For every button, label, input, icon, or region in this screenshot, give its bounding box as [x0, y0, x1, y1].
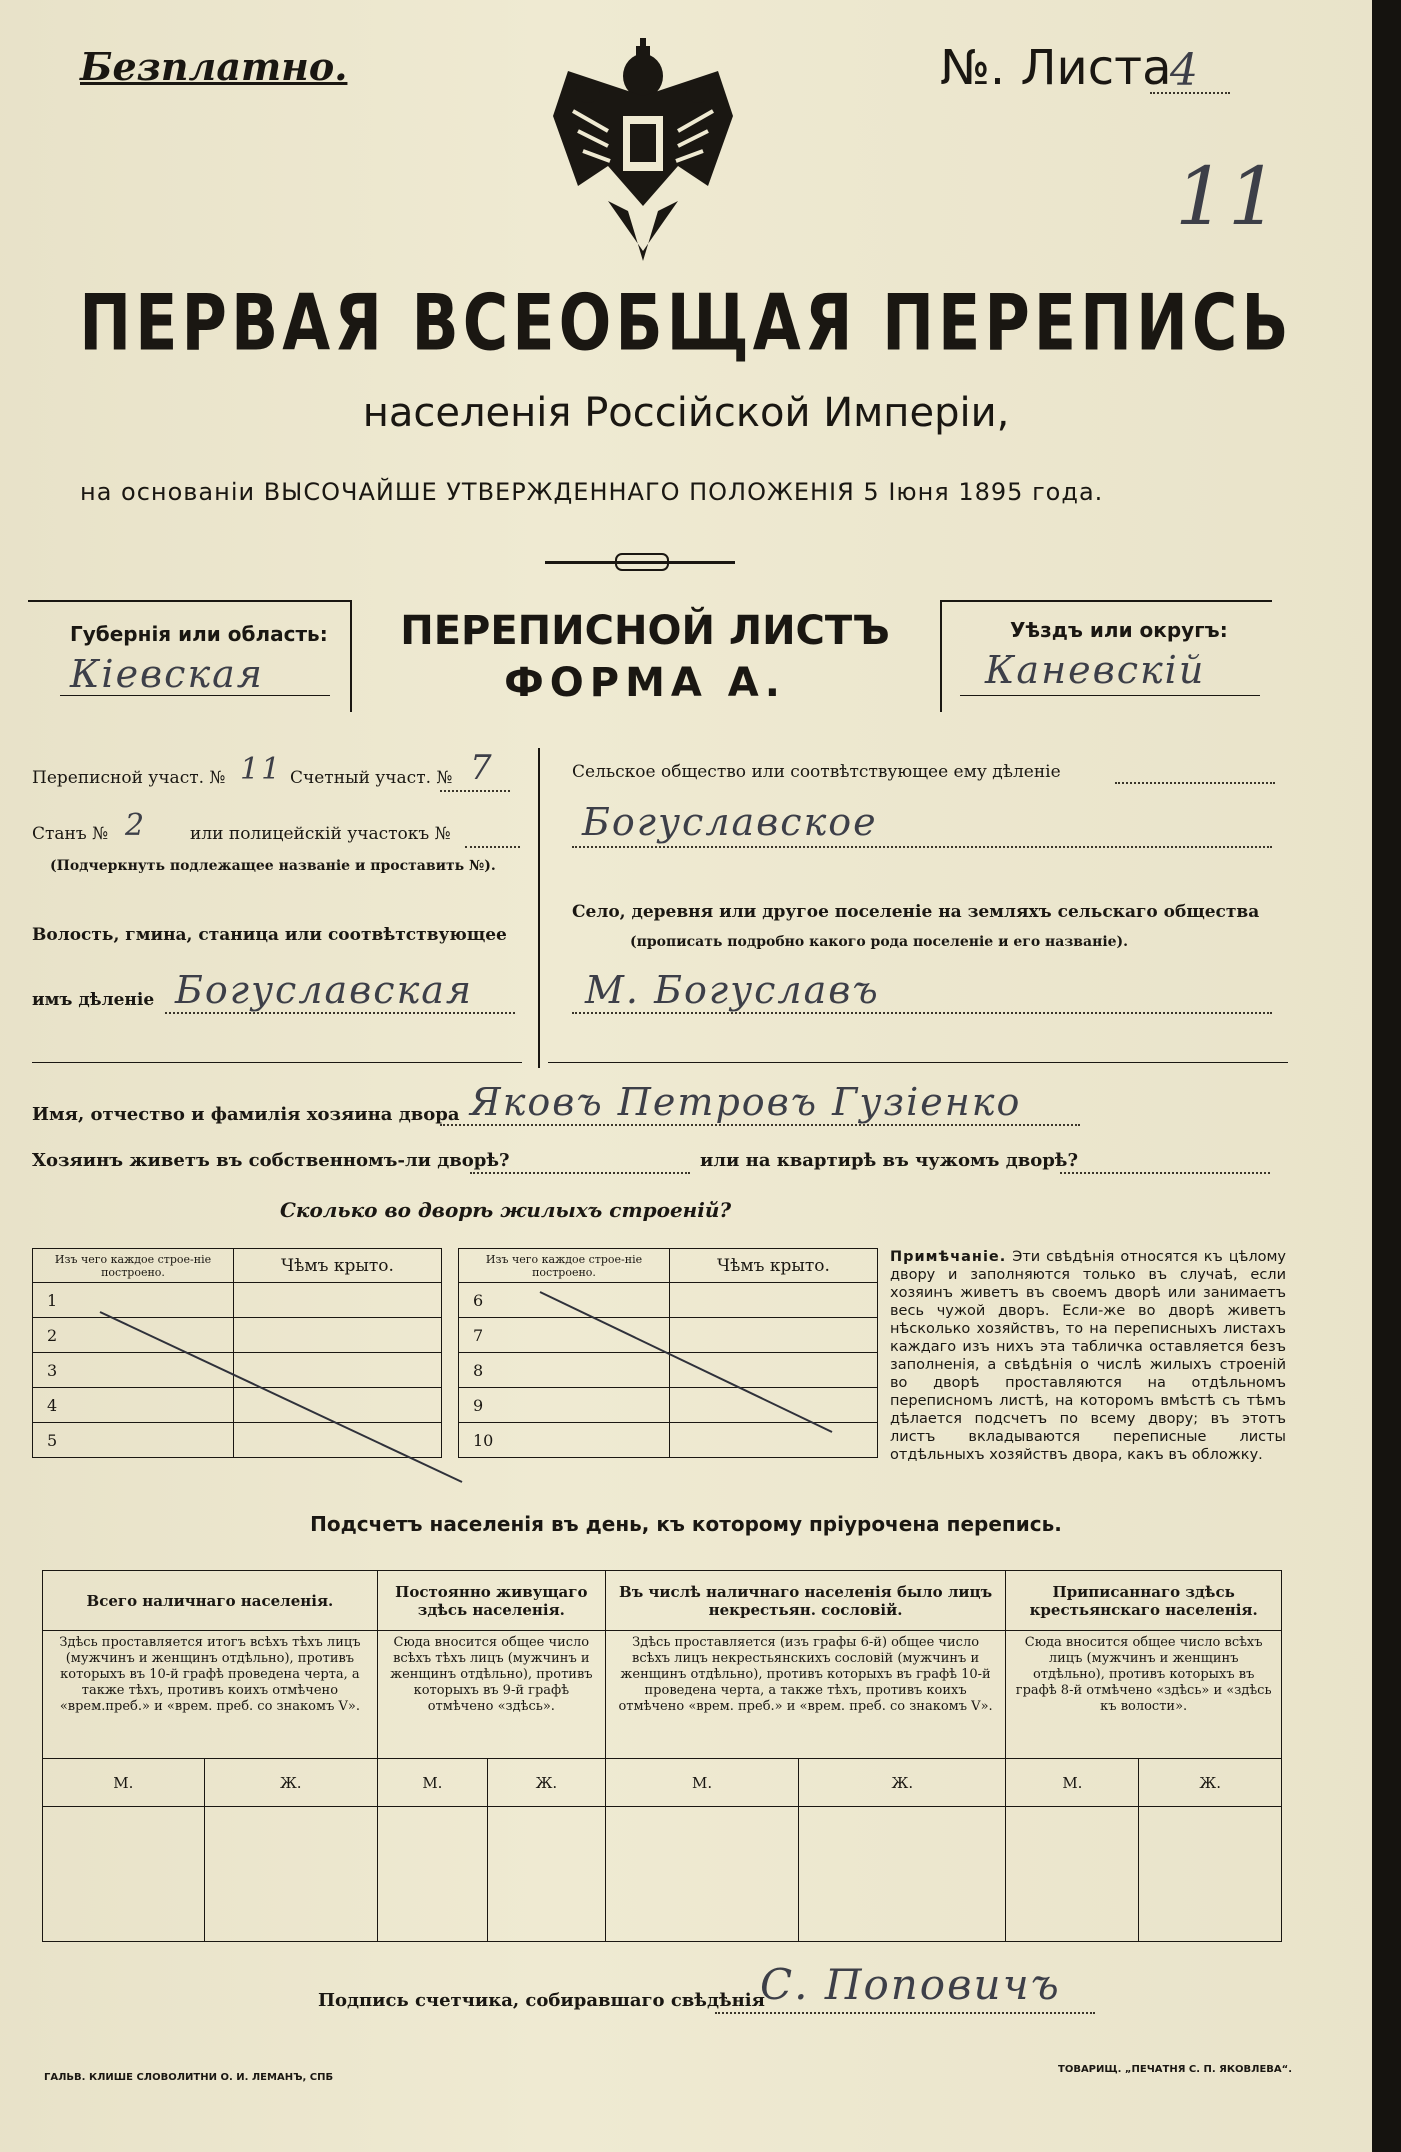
- district-label: Уѣздъ или округъ:: [1010, 618, 1228, 642]
- row-number: 8: [459, 1353, 670, 1388]
- row-number: 7: [459, 1318, 670, 1353]
- scan-edge: [1372, 0, 1401, 2152]
- tally-cell[interactable]: [377, 1807, 487, 1942]
- tally-table: [42, 1570, 1282, 1942]
- footer-left: ГАЛЬВ. КЛИШЕ СЛОВОЛИТНИ О. И. ЛЕМАНЪ, СПБ: [44, 2072, 334, 2083]
- row-number: 6: [459, 1283, 670, 1318]
- buildings-question: Сколько во дворѣ жилыхъ строеній?: [280, 1198, 732, 1222]
- female-header: Ж.: [1139, 1759, 1282, 1807]
- form-name: ПЕРЕПИСНОЙ ЛИСТЪ: [400, 608, 890, 654]
- owner-label: Имя, отчество и фамилія хозяина двора: [32, 1104, 460, 1125]
- row-number: 9: [459, 1388, 670, 1423]
- stan-label: Станъ №: [32, 824, 109, 844]
- society-label: Сельское общество или соотвѣтствующее ему дѣленіе: [572, 762, 1061, 782]
- tally-cell[interactable]: [1139, 1807, 1282, 1942]
- signature-value[interactable]: С. Поповичъ: [760, 1960, 1061, 2009]
- district-value[interactable]: Каневскій: [985, 648, 1206, 692]
- stan-note: (Подчеркнуть подлежащее названіе и проставить №).: [50, 858, 496, 874]
- note-text: Эти свѣдѣнія относятся къ цѣлому двору и заполняются только въ случаѣ, если хозяинъ живетъ въ своемъ дворѣ или занимаетъ весь чужой дворъ. Если-же во дворѣ живетъ нѣсколько хозяйствъ, то на переписныхъ листахъ каждаго изъ нихъ эта табличка оставляется безъ заполненія, а свѣдѣнія о числѣ жилыхъ строеній во дворѣ проставляются на отдѣльномъ переписномъ листѣ, на которомъ вмѣстѣ съ тѣмъ дѣлается подсчетъ по всему двору; въ этотъ листъ вкладываются переписные листы отдѣльныхъ хозяйствъ двора, какъ въ обложку.: [890, 1249, 1286, 1463]
- census-section-label: Переписной участ. №: [32, 768, 226, 788]
- note-block: [890, 1248, 1286, 1464]
- tally-title: Подсчетъ населенія въ день, къ которому пріурочена перепись.: [310, 1512, 1062, 1536]
- big-handwritten-number: 11: [1175, 150, 1281, 243]
- tally-cell[interactable]: [43, 1807, 205, 1942]
- province-label: Губернія или область:: [70, 622, 328, 646]
- sheet-number-label: №. Листа: [940, 40, 1172, 96]
- tally-desc: Здѣсь проставляется (изъ графы 6-й) общее число всѣхъ лицъ некрестьянскихъ сословій (мужчинъ и женщинъ отдѣльно), противъ которыхъ въ графѣ 10-й проведена черта, а также тѣхъ, противъ коихъ отмѣчено «врем. преб.» и «врем. преб. со знакомъ V».: [605, 1631, 1006, 1759]
- col-roof-header: Чѣмъ крыто.: [670, 1249, 878, 1283]
- volost-label-1: Волость, гмина, станица или соотвѣтствующее: [32, 925, 507, 945]
- free-label: Безплатно.: [80, 44, 348, 89]
- tally-head: Приписаннаго здѣсь крестьянскаго населенія.: [1006, 1571, 1282, 1631]
- village-note: (прописать подробно какого рода поселеніе и его названіе).: [630, 934, 1129, 950]
- female-header: Ж.: [487, 1759, 605, 1807]
- province-value[interactable]: Кіевская: [70, 652, 264, 696]
- footer-right: ТОВАРИЩ. „ПЕЧАТНЯ С. П. ЯКОВЛЕВА“.: [1058, 2064, 1293, 2075]
- female-header: Ж.: [799, 1759, 1006, 1807]
- row-number: 4: [33, 1388, 234, 1423]
- volost-value[interactable]: Богуславская: [175, 968, 474, 1012]
- male-header: М.: [43, 1759, 205, 1807]
- row-number: 5: [33, 1423, 234, 1458]
- tally-cell[interactable]: [1006, 1807, 1139, 1942]
- society-value[interactable]: Богуславское: [582, 800, 878, 844]
- tally-head: Въ числѣ наличнаго населенія было лицъ некрестьян. сословій.: [605, 1571, 1006, 1631]
- volost-label-2: имъ дѣленіе: [32, 990, 155, 1010]
- tally-cell[interactable]: [605, 1807, 798, 1942]
- male-header: М.: [377, 1759, 487, 1807]
- or-label: или на квартирѣ въ чужомъ дворѣ?: [700, 1150, 1078, 1171]
- note-lead: Примѣчаніе.: [890, 1249, 1007, 1265]
- village-value[interactable]: М. Богуславъ: [585, 968, 880, 1012]
- row-number: 3: [33, 1353, 234, 1388]
- tally-desc: Сюда вносится общее число всѣхъ лицъ (мужчинъ и женщинъ отдѣльно), противъ которыхъ въ графѣ 8-й отмѣчено «здѣсь» и «здѣсь къ волости».: [1006, 1631, 1282, 1759]
- village-label: Село, деревня или другое поселеніе на земляхъ сельскаго общества: [572, 902, 1260, 922]
- form-type: ФОРМА А.: [504, 660, 786, 706]
- signature-label: Подпись счетчика, собиравшаго свѣдѣнія: [318, 1990, 765, 2011]
- stan-value[interactable]: 2: [125, 808, 147, 843]
- tally-desc: Сюда вносится общее число всѣхъ тѣхъ лицъ (мужчинъ и женщинъ отдѣльно), противъ которыхъ въ 9-й графѣ отмѣчено «здѣсь».: [377, 1631, 605, 1759]
- lives-label: Хозяинъ живетъ въ собственномъ-ли дворѣ?: [32, 1150, 510, 1171]
- subtitle: населенія Россійской Имперіи,: [362, 390, 1010, 436]
- count-section-label: Счетный участ. №: [290, 768, 453, 788]
- row-number: 1: [33, 1283, 234, 1318]
- col-material-header: Изъ чего каждое строе-ніе построено.: [33, 1249, 234, 1283]
- sheet-number-value[interactable]: 4: [1170, 45, 1200, 96]
- tally-head: Постоянно живущаго здѣсь населенія.: [377, 1571, 605, 1631]
- row-number: 2: [33, 1318, 234, 1353]
- row-number: 10: [459, 1423, 670, 1458]
- count-section-value[interactable]: 7: [470, 748, 494, 788]
- col-roof-header: Чѣмъ крыто.: [234, 1249, 442, 1283]
- male-header: М.: [605, 1759, 798, 1807]
- tally-head: Всего наличнаго населенія.: [43, 1571, 378, 1631]
- tally-desc: Здѣсь проставляется итогъ всѣхъ тѣхъ лицъ (мужчинъ и женщинъ отдѣльно), противъ которыхъ въ 10-й графѣ проведена черта, а также тѣхъ, противъ коихъ отмѣчено «врем.преб.» и «врем. преб. со знакомъ V».: [43, 1631, 378, 1759]
- female-header: Ж.: [204, 1759, 377, 1807]
- police-label: или полицейскій участокъ №: [190, 824, 451, 844]
- signature-line: [715, 2012, 1095, 2014]
- col-material-header: Изъ чего каждое строе-ніе построено.: [459, 1249, 670, 1283]
- tally-cell[interactable]: [204, 1807, 377, 1942]
- tally-cell[interactable]: [799, 1807, 1006, 1942]
- tally-cell[interactable]: [487, 1807, 605, 1942]
- owner-value[interactable]: Яковъ Петровъ Гузіенко: [470, 1080, 1022, 1124]
- census-section-value[interactable]: 11: [240, 752, 283, 787]
- basis-line: на основаніи ВЫСОЧАЙШЕ УТВЕРЖДЕННАГО ПОЛОЖЕНІЯ 5 Іюня 1895 года.: [80, 478, 1104, 506]
- male-header: М.: [1006, 1759, 1139, 1807]
- main-title: ПЕРВАЯ ВСЕОБЩАЯ ПЕРЕПИСЬ: [79, 276, 1293, 369]
